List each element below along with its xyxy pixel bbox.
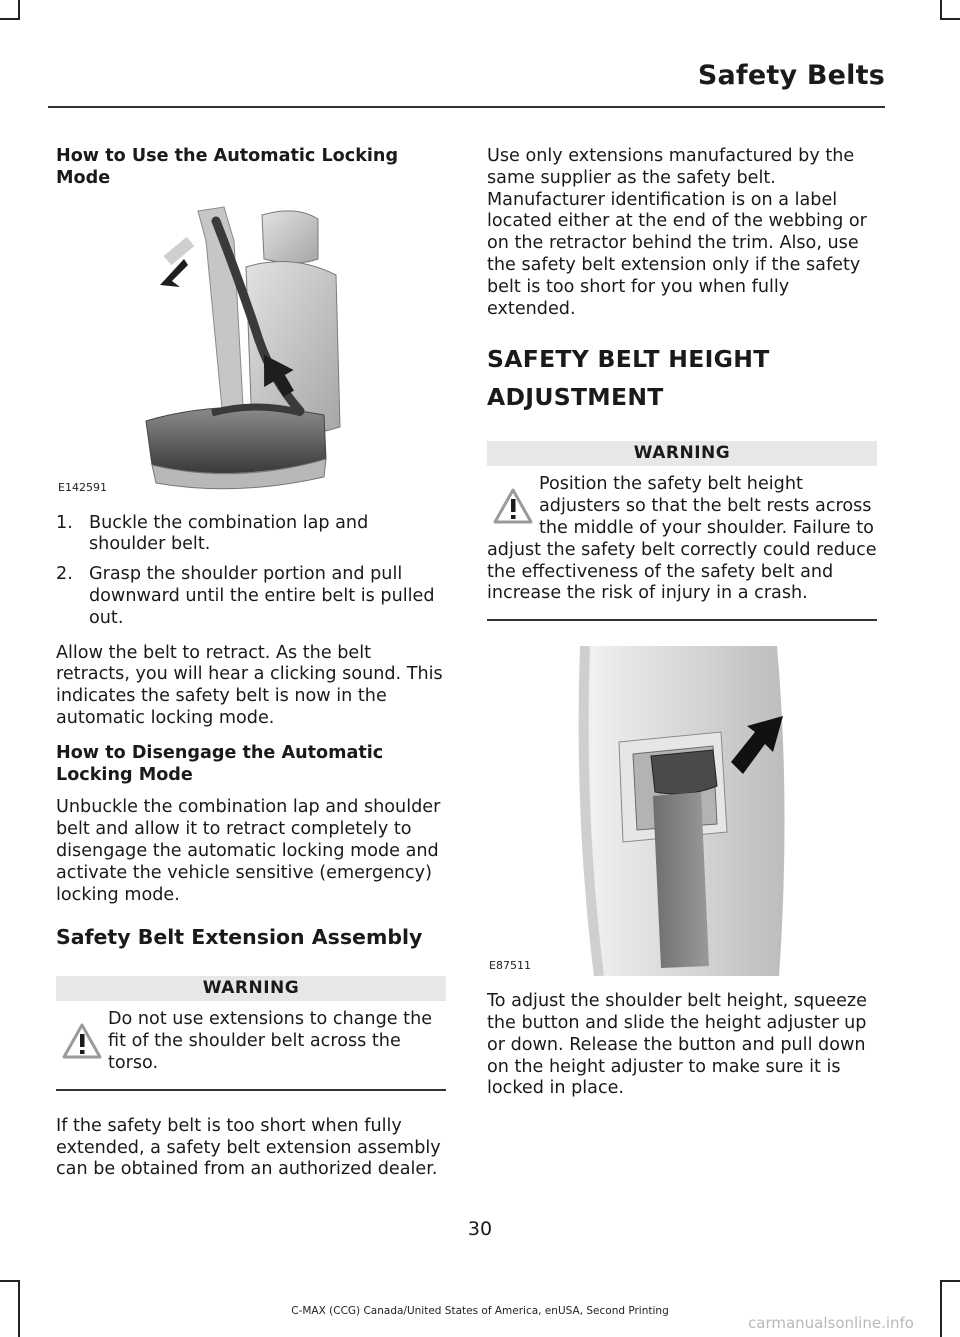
warning-body (56, 1001, 446, 1074)
edition-line: C-MAX (CCG) Canada/United States of America, enUSA, Second Printing (291, 1305, 669, 1317)
left-column (56, 146, 446, 1194)
disengage-paragraph: Unbuckle the combination lap and shoulder belt and allow it to retract completely to disengage the automatic locking mode and activate the vehicle sensitive (emergency) locking mode. (56, 797, 441, 905)
page-number: 30 (467, 1218, 493, 1240)
adjust-paragraph: To adjust the shoulder belt height, squeeze the button and slide the height adjuster up or down. Release the button and pull down on the height adjuster to make sure it is locked in place. (487, 991, 867, 1099)
warning-body (487, 466, 877, 605)
step-text: Grasp the shoulder portion and pull downward until the entire belt is pulled out. (89, 564, 435, 628)
crop-mark (0, 18, 20, 20)
site-watermark: carmanualsonline.info (748, 1314, 914, 1332)
warning-text: Position the safety belt height adjusters so that the belt rests across the middle of your shoulder. Failure to adjust the safety belt correctly could reduce the effectiveness of the safety belt and increase the risk of injury in a crash. (487, 474, 877, 604)
warning-triangle-icon (56, 1019, 108, 1061)
list-item (56, 513, 446, 557)
alm-heading: How to Use the Automatic Locking Mode (56, 146, 399, 188)
step-number: 1. (56, 512, 73, 533)
disengage-heading: How to Disengage the Automatic Locking Mode (56, 742, 384, 785)
right-column (487, 146, 877, 1113)
warning-box (487, 441, 877, 621)
height-adjustment-heading (487, 340, 877, 416)
step-text: Buckle the combination lap and shoulder belt. (89, 512, 369, 555)
crop-mark (940, 1280, 960, 1282)
crop-mark (940, 0, 942, 20)
steps-list (56, 513, 446, 630)
warning-divider (56, 1089, 446, 1091)
crop-mark (940, 18, 960, 20)
heading-line: SAFETY BELT HEIGHT (487, 345, 770, 374)
figure-code: E142591 (58, 480, 107, 494)
retract-paragraph: Allow the belt to retract. As the belt retracts, you will hear a clicking sound. This indicates the safety belt is now in the automatic locking mode. (56, 642, 443, 728)
warning-label: WARNING (487, 441, 877, 466)
step-number: 2. (56, 564, 73, 585)
seat-illustration (56, 201, 446, 498)
header-divider (48, 106, 885, 108)
crop-mark (0, 1280, 20, 1282)
heading-line: ADJUSTMENT (487, 383, 664, 412)
warning-triangle-icon (487, 484, 539, 526)
list-item (56, 564, 446, 629)
page-title: Safety Belts (697, 60, 885, 91)
crop-mark (18, 0, 20, 20)
extension-heading: Safety Belt Extension Assembly (56, 925, 423, 950)
extension-paragraph-2: Use only extensions manufactured by the same supplier as the safety belt. Manufacturer identification is on a label located either at the end of the webbing or on the retractor behind the trim. Also, use the safety belt extension only if the safety belt is too short for you when fully extended. (487, 146, 867, 319)
warning-divider (487, 619, 877, 621)
figure-code: E87511 (489, 959, 531, 973)
warning-label: WARNING (56, 976, 446, 1001)
seat-belt-illustration (56, 201, 446, 498)
warning-text: Do not use extensions to change the fit of the shoulder belt across the torso. (108, 1009, 433, 1073)
warning-box (56, 976, 446, 1090)
pillar-illustration (487, 646, 877, 976)
height-adjuster-illustration (487, 646, 877, 976)
extension-paragraph: If the safety belt is too short when fully extended, a safety belt extension assembly can be obtained from an authorized dealer. (56, 1115, 441, 1180)
